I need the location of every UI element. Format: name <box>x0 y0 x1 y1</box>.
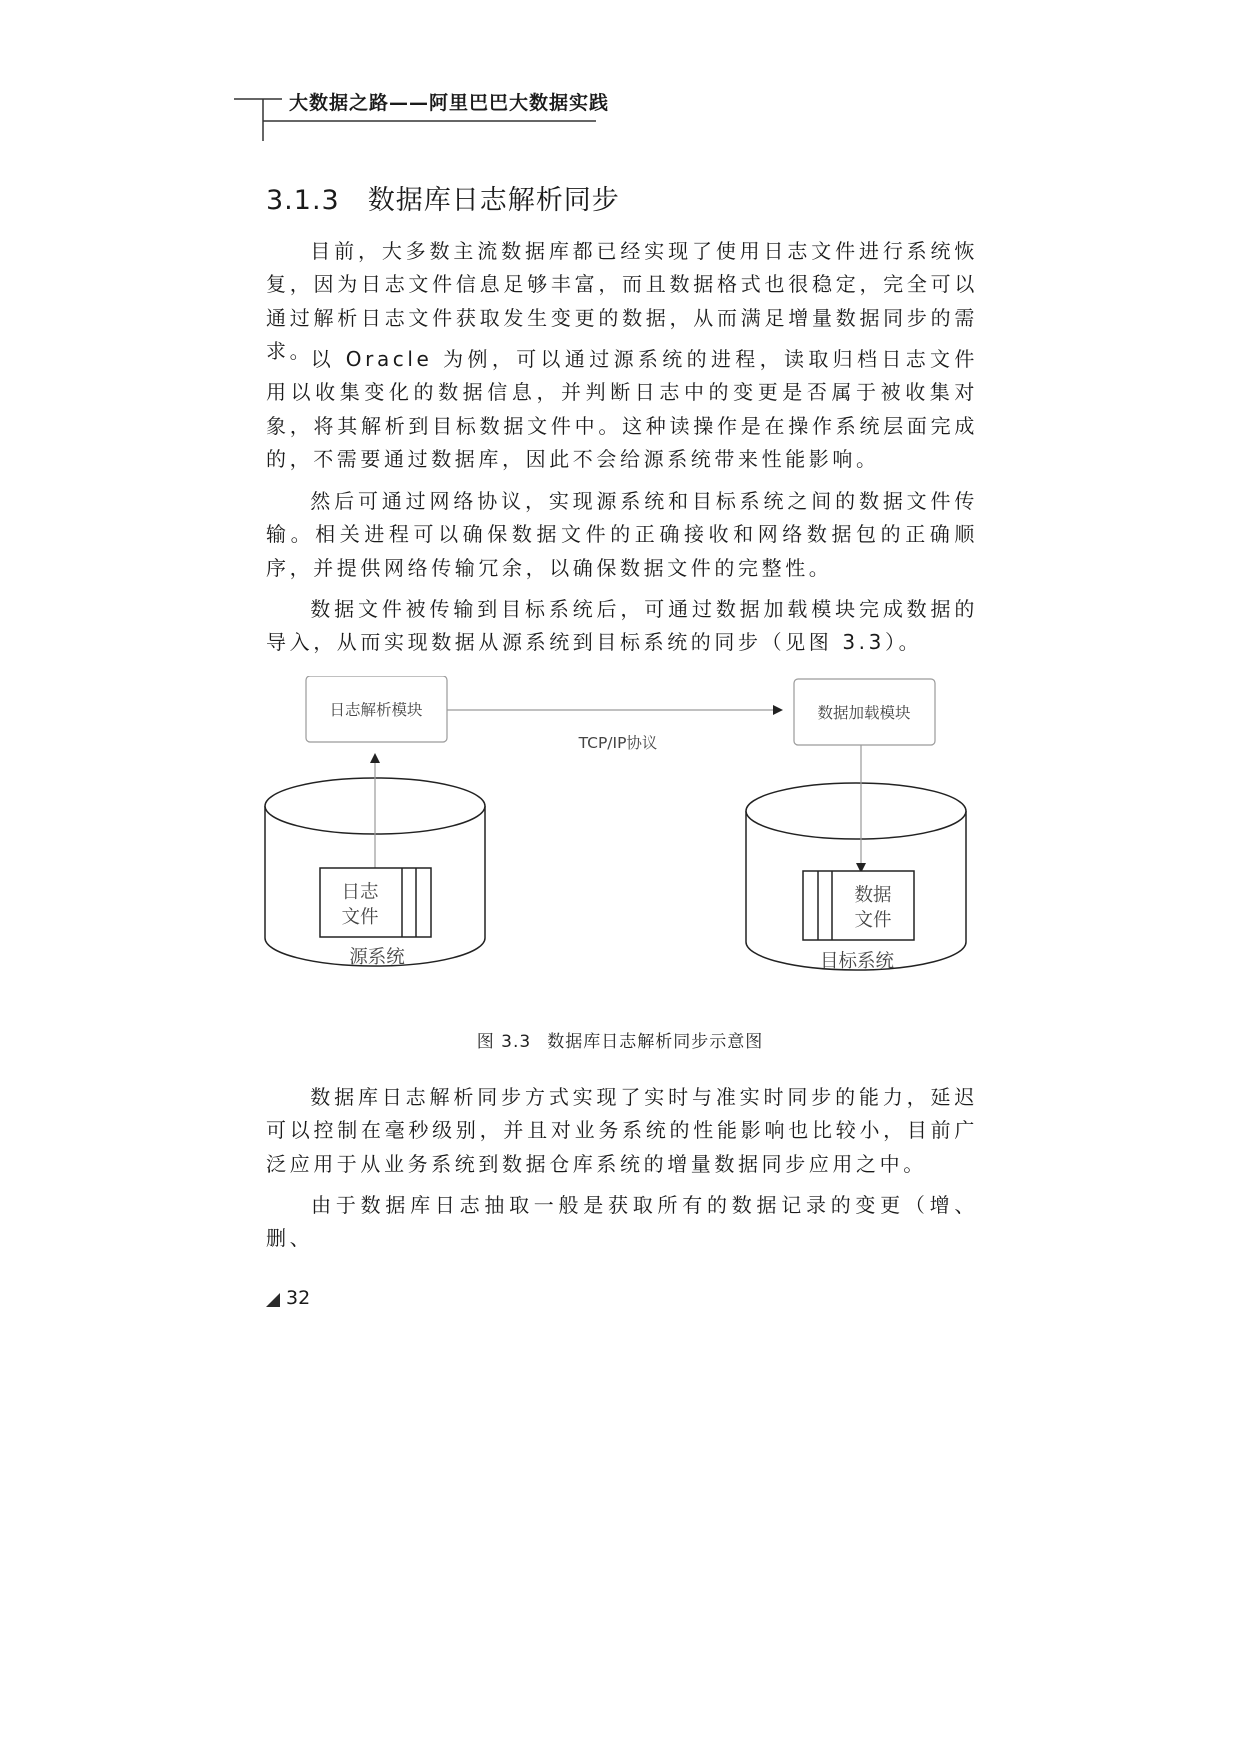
log-file-label-line2: 文件 <box>341 907 379 928</box>
paragraph <box>266 343 978 476</box>
figure-title: 数据库日志解析同步示意图 <box>547 1032 764 1052</box>
figure-caption <box>0 1027 1240 1052</box>
log-file-icon <box>320 868 431 937</box>
data-file-label-line1: 数据 <box>854 885 892 906</box>
paragraph-text: 目前，大多数主流数据库都已经实现了使用日志文件进行系统恢复，因为日志文件信息足够丰富，而且数据格式也很稳定，完全可以通过解析日志文件获取发生变更的数据，从而满足增量数据同步的需求。 <box>266 239 978 363</box>
paragraph <box>266 1081 978 1181</box>
paragraph-text: 然后可通过网络协议，实现源系统和目标系统之间的数据文件传输。相关进程可以确保数据文件的正确接收和网络数据包的正确顺序，并提供网络传输冗余，以确保数据文件的完整性。 <box>266 489 978 580</box>
paragraph-text: 数据文件被传输到目标系统后，可通过数据加载模块完成数据的导入，从而实现数据从源系统到目标系统的同步（见图 3.3）。 <box>266 597 978 655</box>
log-file-label-line1: 日志 <box>341 882 379 903</box>
target-system-label: 目标系统 <box>819 951 895 972</box>
paragraph-text: 以 Oracle 为例，可以通过源系统的进程，读取归档日志文件用以收集变化的数据信息，并判断日志中的变更是否属于被收集对象，将其解析到目标数据文件中。这种读操作是在操作系统层面完成的，不需要通过数据库，因此不会给源系统带来性能影响。 <box>266 347 978 471</box>
running-header-title: 大数据之路——阿里巴巴大数据实践 <box>289 92 610 114</box>
figure-number: 图 3.3 <box>476 1032 532 1052</box>
header-rule <box>0 0 1240 150</box>
data-load-module-box <box>794 679 935 745</box>
paragraph <box>266 593 978 660</box>
data-file-icon <box>803 871 914 940</box>
section-heading <box>266 178 620 217</box>
paragraph-text: 数据库日志解析同步方式实现了实时与准实时同步的能力，延迟可以控制在毫秒级别，并且对业务系统的性能影响也比较小，目前广泛应用于从业务系统到数据仓库系统的增量数据同步应用之中。 <box>266 1085 978 1176</box>
sync-diagram <box>260 676 990 1016</box>
source-system-label: 源系统 <box>349 947 405 968</box>
log-parse-module-label: 日志解析模块 <box>329 701 423 719</box>
tcpip-protocol-label: TCP/IP协议 <box>578 734 658 752</box>
log-parse-module-box <box>306 676 447 742</box>
paragraph <box>266 485 978 585</box>
page-number: 32 <box>286 1287 311 1309</box>
section-title: 数据库日志解析同步 <box>367 185 620 216</box>
data-file-label-line2: 文件 <box>854 910 892 931</box>
paragraph-text: 由于数据库日志抽取一般是获取所有的数据记录的变更（增、删、 <box>266 1193 978 1251</box>
page-corner-icon <box>266 1293 280 1307</box>
section-number: 3.1.3 <box>266 185 340 216</box>
data-load-module-label: 数据加载模块 <box>817 704 911 722</box>
paragraph <box>266 1189 978 1256</box>
